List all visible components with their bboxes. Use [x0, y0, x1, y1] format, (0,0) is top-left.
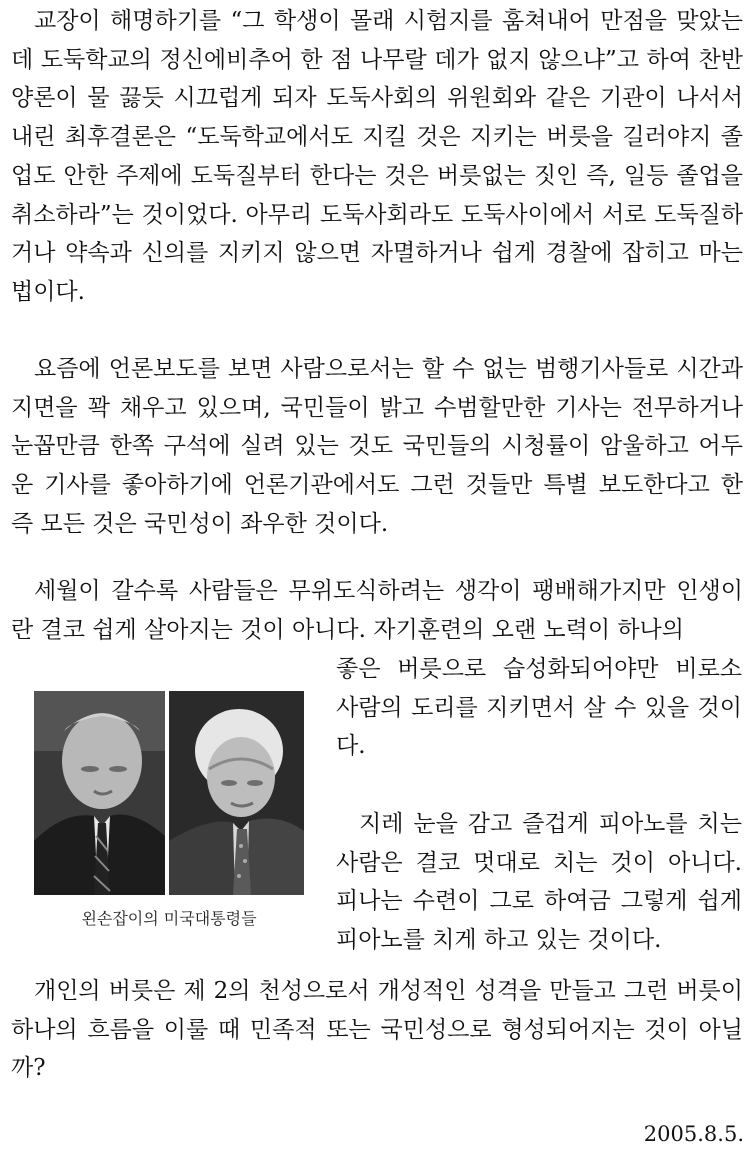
paragraph-5: 개인의 버릇은 제 2의 천성으로서 개성적인 성격을 만들고 그런 버릇이 하나의 흐름을 이룰 때 민족적 또는 국민성으로 형성되어지는 것이 아닐까? — [11, 978, 743, 1082]
paragraph-4: 지레 눈을 감고 즐겁게 피아노를 치는 사람은 결코 멋대로 치는 것이 아니다. 피나는 수련이 그로 하여금 그렇게 쉽게 피아노를 치게 하고 있는 것이다. — [336, 811, 742, 954]
photo-left-president — [34, 691, 165, 895]
document-date: 2005.8.5. — [643, 1122, 744, 1146]
photo-left-illustration — [34, 691, 165, 895]
figure-caption: 왼손잡이의 미국대통령들 — [81, 909, 257, 928]
paragraph-2: 요즘에 언론보도를 보면 사람으로서는 할 수 없는 범행기사들로 시간과 지면을 꽉 채우고 있으며, 국민들이 밝고 수범할만한 기사는 전무하거나 눈꼽만큼 한쪽 구석에 실려 있는 것도 국민들의 시청률이 암울하고 어두운 기사를 좋아하기에 언론기관에서도 그런 것들만 특별 보도한다고 한 즉 모든 것은 국민성이 좌우한 것이다. — [11, 356, 743, 537]
paragraph-3-top: 세월이 갈수록 사람들은 무위도식하려는 생각이 팽배해가지만 인생이란 결코 쉽게 살아지는 것이 아니다. 자기훈련의 오랜 노력이 하나의 — [11, 578, 743, 643]
presidents-photo — [34, 691, 304, 895]
photo-right-illustration — [169, 691, 304, 895]
paragraph-3-continued: 좋은 버릇으로 습성화되어야만 비로소 사람의 도리를 지키면서 살 수 있을 것이다. — [336, 656, 742, 760]
paragraph-1: 교장이 해명하기를 “그 학생이 몰래 시험지를 훔쳐내어 만점을 맞았는데 도둑학교의 정신에비추어 한 점 나무랄 데가 없지 않으냐”고 하여 찬반양론이 물 끓듯 시끄럽게 되자 도둑사회의 위원회와 같은 기관이 나서서 내린 최후결론은 “도둑학교에서도 지킬 것은 지키는 버릇을 길러야지 졸업도 안한 주제에 도둑질부터 한다는 것은 버릇없는 짓인 즉, 일등 졸업을 취소하라”는 것이었다. 아무리 도둑사회라도 도둑사이에서 서로 도둑질하거나 약속과 신의를 지키지 않으면 자멸하거나 쉽게 경찰에 잡히고 마는 법이다. — [11, 8, 743, 305]
photo-right-president — [169, 691, 304, 895]
